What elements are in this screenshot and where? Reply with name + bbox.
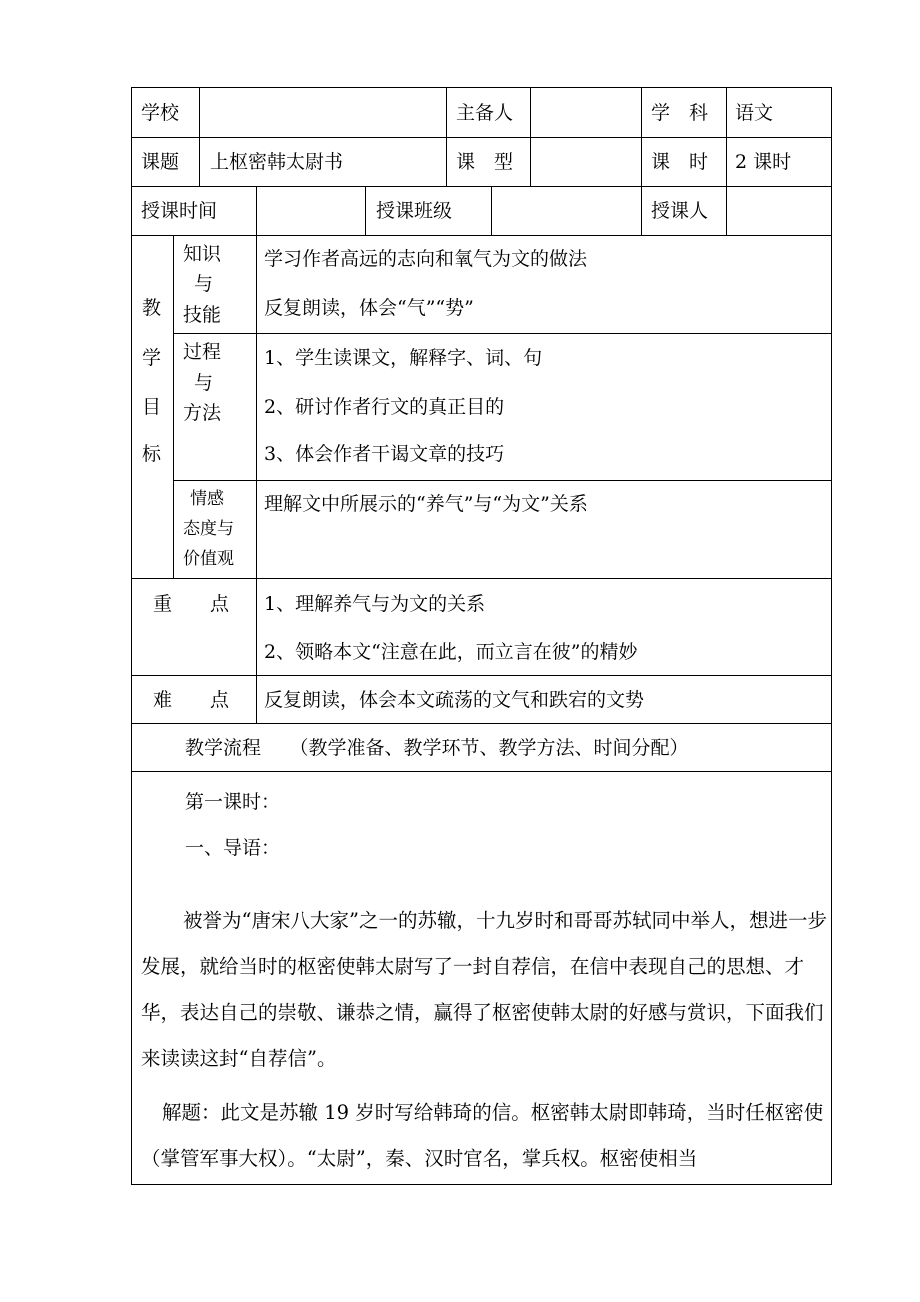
- knowledge-label-line: 知识: [183, 243, 222, 265]
- school-label: 学校: [141, 102, 180, 124]
- topic-label: 课题: [141, 151, 180, 173]
- row-divider: [131, 675, 832, 676]
- objectives-label-char: 教: [142, 297, 162, 319]
- type-label: 课 型: [456, 151, 514, 173]
- column-divider: [641, 87, 642, 186]
- objectives-label-char: 标: [142, 443, 162, 465]
- column-divider: [530, 87, 531, 186]
- key-point-item: 1、理解养气与为文的关系: [264, 593, 486, 615]
- difficulty-label: 难 点: [153, 689, 230, 711]
- row-divider: [131, 235, 832, 236]
- column-divider: [446, 87, 447, 186]
- lesson-heading: 第一课时：: [185, 791, 281, 813]
- row-divider: [131, 771, 832, 772]
- row-divider: [173, 333, 832, 334]
- hours-label: 课 时: [651, 151, 709, 173]
- emotion-label-line: 态度与: [183, 519, 234, 539]
- objectives-label-char: 学: [142, 347, 162, 369]
- process-label-line: 过程: [183, 341, 222, 363]
- key-points-label: 重 点: [153, 593, 230, 615]
- intro-paragraph: 被誉为“唐宋八大家”之一的苏辙，十九岁时和哥哥苏轼同中举人，想进一步发展，就给当时的枢密使韩太尉写了一封自荐信，在信中表现自己的思想、才华，表达自己的崇敬、谦恭之情，赢得了枢密使韩太尉的好感与赏识，下面我们来读读这封“自荐信”。: [141, 909, 827, 1070]
- emotion-label-line: 情感: [190, 489, 224, 509]
- preparer-label: 主备人: [456, 102, 514, 124]
- knowledge-label-line: 技能: [183, 304, 222, 326]
- flow-title: 教学流程 （教学准备、教学环节、教学方法、时间分配）: [185, 737, 689, 759]
- row-divider: [173, 480, 832, 481]
- process-label-line: 方法: [183, 402, 222, 424]
- difficulty-text: 反复朗读，体会本文疏荡的文气和跌宕的文势: [264, 689, 645, 711]
- class-label: 授课班级: [376, 200, 453, 222]
- row-divider: [131, 578, 832, 579]
- emotion-item: 理解文中所展示的“养气”与“为文”关系: [264, 493, 588, 515]
- column-divider: [726, 87, 727, 186]
- column-divider: [491, 186, 492, 235]
- time-label: 授课时间: [141, 200, 218, 222]
- column-divider: [256, 235, 257, 723]
- process-item: 1、学生读课文，解释字、词、句: [264, 347, 543, 369]
- process-label-line: 与: [194, 372, 214, 394]
- knowledge-item: 反复朗读，体会“气”“势”: [264, 297, 474, 319]
- column-divider: [365, 186, 366, 235]
- explain-paragraph: 解题：此文是苏辙 19 岁时写给韩琦的信。枢密韩太尉即韩琦，当时任枢密使（掌管军事大权）。“太尉”，秦、汉时官名，掌兵权。枢密使相当: [141, 1101, 824, 1170]
- emotion-label-line: 价值观: [183, 549, 234, 569]
- process-item: 2、研讨作者行文的真正目的: [264, 396, 505, 418]
- hours-value: 2 课时: [735, 151, 792, 173]
- objectives-label-char: 目: [142, 396, 162, 418]
- knowledge-label-line: 与: [194, 273, 214, 295]
- key-point-item: 2、领略本文“注意在此，而立言在彼”的精妙: [264, 641, 638, 663]
- column-divider: [726, 186, 727, 235]
- column-divider: [199, 87, 200, 186]
- section-heading: 一、导语：: [185, 837, 281, 859]
- knowledge-item: 学习作者高远的志向和氧气为文的做法: [264, 248, 588, 270]
- column-divider: [173, 235, 174, 578]
- subject-label: 学 科: [651, 102, 709, 124]
- teacher-label: 授课人: [651, 200, 709, 222]
- process-item: 3、体会作者干谒文章的技巧: [264, 443, 505, 465]
- topic-value: 上枢密韩太尉书: [210, 151, 344, 173]
- subject-value: 语文: [735, 102, 774, 124]
- row-divider: [131, 723, 832, 724]
- column-divider: [641, 186, 642, 235]
- column-divider: [256, 186, 257, 235]
